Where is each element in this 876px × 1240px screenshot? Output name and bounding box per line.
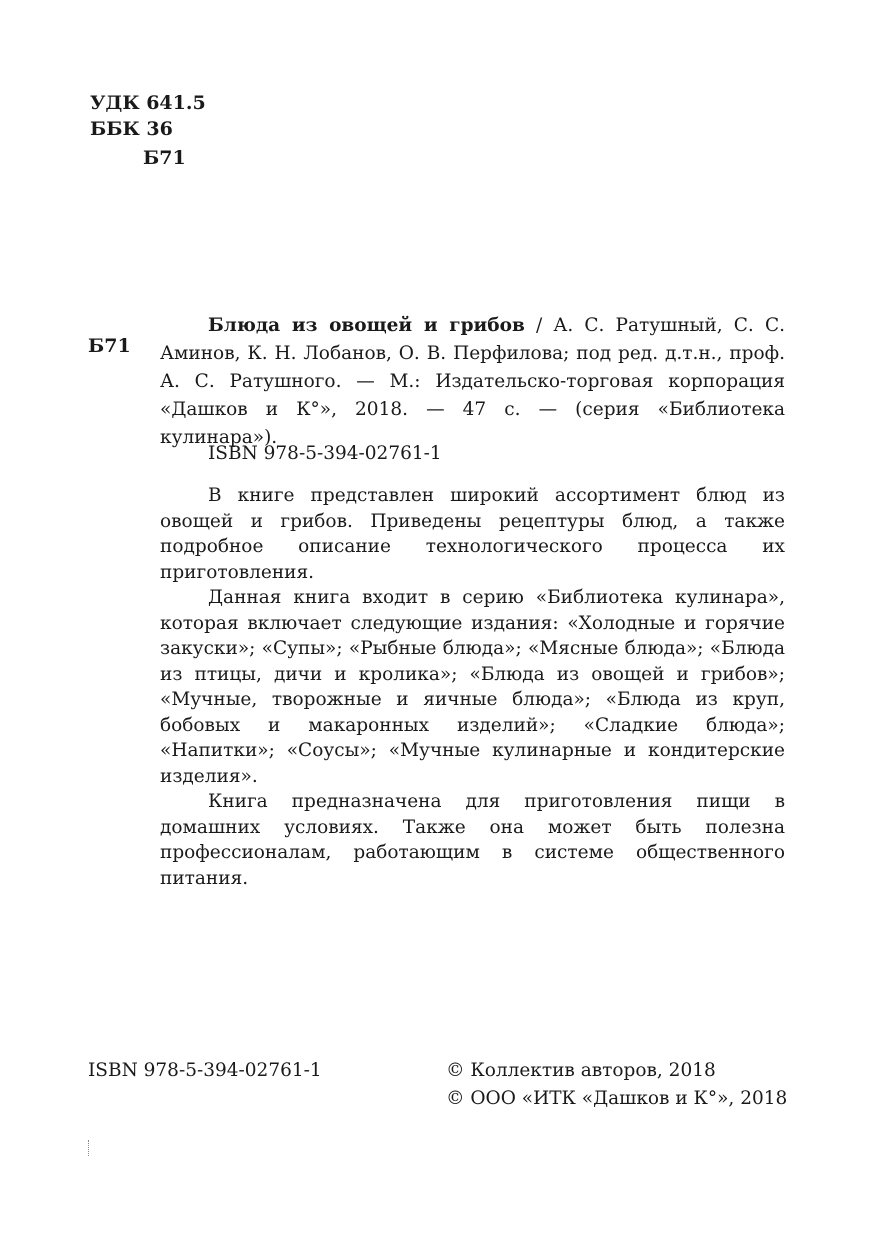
scan-mark — [88, 1140, 90, 1156]
annotation-paragraph: Книга предназначена для приготовления пищи в домашних условиях. Также она может быть полезна профессионалам, работающим в системе общественного питания. — [160, 791, 785, 889]
author-code: Б71 — [143, 147, 186, 169]
annotation-paragraph: Данная книга входит в серию «Библиотека кулинара», которая включает следующие издания: «Холодные и горячие закуски»; «Супы»; «Рыбные блюда»; «Мясные блюда»; «Блюда из птицы, дичи и кролика»; «Блюда из овощей и грибов»; «Мучные, творожные и яичные блюда»; «Блюда из круп, бобовых и макаронных изделий»; «Сладкие блюда»; «Напитки»; «Соусы»; «Мучные кулинарные и кондитерские изделия». — [160, 587, 785, 787]
udk-index: УДК 641.5 — [90, 92, 206, 114]
copyright-block — [446, 1057, 787, 1113]
copyright-authors: © Коллектив авторов, 2018 — [446, 1060, 716, 1081]
footer-isbn: ISBN 978-5-394-02761-1 — [88, 1060, 322, 1081]
copyright-publisher: © ООО «ИТК «Дашков и К°», 2018 — [446, 1088, 788, 1109]
bibliographic-details: / А. С. Ратушный, С. С. Аминов, К. Н. Лобанов, О. В. Перфилова; под ред. д.т.н., проф. А. С. Ратушного. — М.: Издательско-торговая корпорация «Дашков и К°», 2018. — 47 с. — (серия «Библиотека кулинара»). — [160, 315, 785, 448]
annotation-paragraph: В книге представлен широкий ассортимент блюд из овощей и грибов. Приведены рецептуры блюд, а также подробное описание технологического процесса их приготовления. — [160, 485, 785, 583]
author-code-side: Б71 — [88, 335, 131, 357]
isbn: ISBN 978-5-394-02761-1 — [208, 443, 442, 464]
book-title: Блюда из овощей и грибов — [208, 315, 525, 336]
annotation — [160, 483, 785, 891]
bbk-index: ББК 36 — [90, 118, 173, 140]
bibliographic-record — [160, 312, 785, 452]
